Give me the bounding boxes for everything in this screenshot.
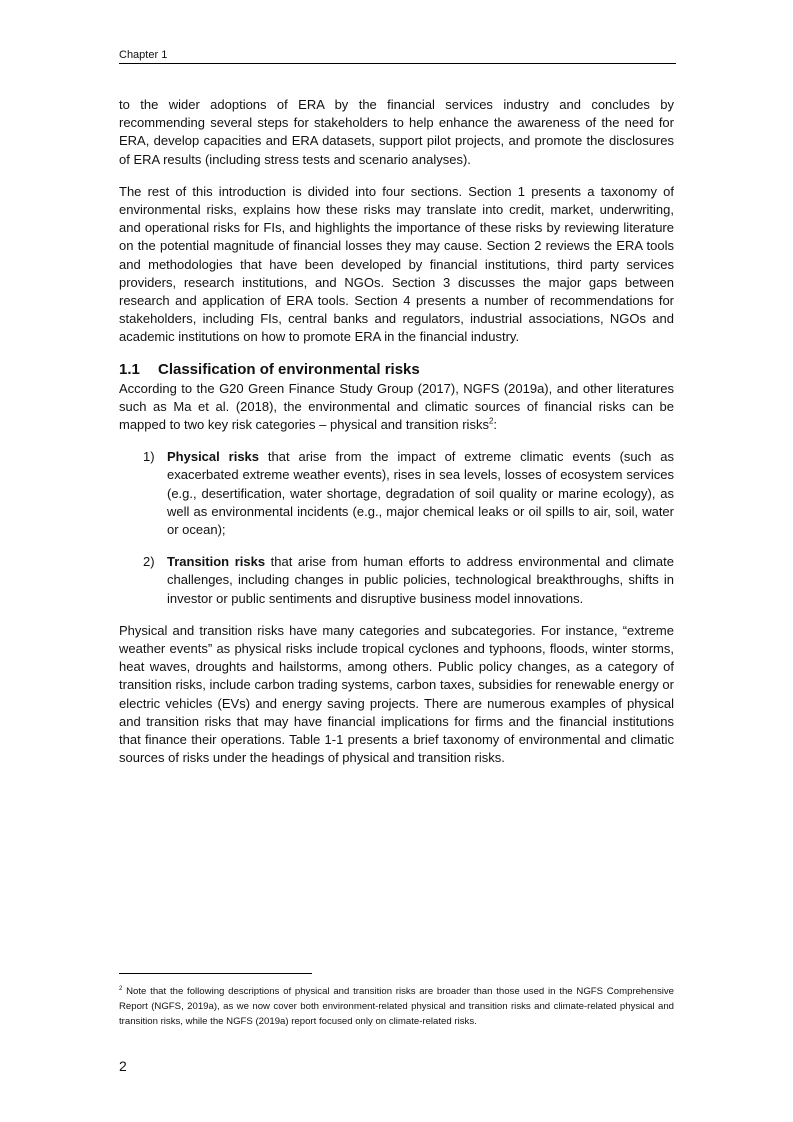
list-marker: 1) bbox=[143, 449, 155, 465]
risk-list bbox=[119, 448, 674, 608]
footnote-ref[interactable]: 2 bbox=[488, 416, 494, 426]
list-text: that arise from the impact of extreme climatic events (such as exacerbated extreme weather events), rises in sea levels, losses of ecosystem services (e.g., desertification, water shortage, degradation of soil quality or marine ecology), as well as environmental incidents (e.g., major chemical leaks or oil spills to air, soil, water or ocean); bbox=[167, 449, 674, 538]
footnote bbox=[119, 984, 674, 1029]
list-item bbox=[119, 553, 674, 608]
running-header bbox=[119, 48, 676, 64]
section-number: 1.1 bbox=[119, 360, 140, 378]
list-marker: 2) bbox=[143, 554, 155, 570]
paragraph-1: to the wider adoptions of ERA by the financial services industry and concludes by recommending several steps for stakeholders to help enhance the awareness of the need for ERA, develop capacities and ERA datasets, support pilot projects, and promote the disclosures of ERA results (including stress tests and scenario analyses). bbox=[119, 97, 674, 167]
section-intro-text: According to the G20 Green Finance Study Group (2017), NGFS (2019a), and other literatures such as Ma et al. (2018), the environmental and climatic sources of financial risks can be mapped to two key risk categories – physical and transition risks bbox=[119, 380, 674, 433]
section-intro bbox=[119, 380, 674, 435]
section-heading bbox=[119, 361, 674, 379]
list-term: Physical risks bbox=[167, 449, 260, 465]
page-body bbox=[119, 96, 674, 782]
page-number: 2 bbox=[119, 1058, 127, 1074]
paragraph-2: The rest of this introduction is divided into four sections. Section 1 presents a taxonomy of environmental risks, explains how these risks may translate into credit, market, underwriting, and operational risks for FIs, and highlights the importance of these risks by reviewing literature on the potential magnitude of financial losses they may cause. Section 2 reviews the ERA tools and methodologies that have been developed by financial institutions, third party services providers, research institutions, and NGOs. Section 3 discusses the major gaps between research and application of ERA tools. Section 4 presents a number of recommendations for stakeholders, including FIs, central banks and regulators, industrial associations, NGOs and academic institutions on how to promote ERA in the financial industry. bbox=[119, 183, 674, 345]
footnote-rule bbox=[119, 973, 312, 974]
list-text: that arise from human efforts to address environmental and climate challenges, including changes in public policies, technological breakthroughs, shifts in investor or public sentiments and disruptive business model innovations. bbox=[167, 554, 674, 606]
section-intro-end: : bbox=[493, 417, 498, 433]
footnote-text: Note that the following descriptions of physical and transition risks are broader than those used in the NGFS Comprehensive Report (NGFS, 2019a), as we now cover both environment-related physical and transition risks and climate-related physical and transition risks, while the NGFS (2019a) report focused only on climate-related risks. bbox=[119, 986, 675, 1027]
list-term: Transition risks bbox=[167, 554, 266, 570]
footnote-mark: 2 bbox=[119, 985, 123, 992]
paragraph-3: Physical and transition risks have many categories and subcategories. For instance, “extreme weather events” as physical risks include tropical cyclones and typhoons, floods, winter storms, heat waves, droughts and hailstorms, among others. Public policy changes, as a category of transition risks, include carbon trading systems, carbon taxes, subsidies for renewable energy or electric vehicles (EVs) and energy saving projects. There are numerous examples of physical and transition risks that may have financial implications for firms and the financial institutions that finance their operations. Table 1-1 presents a brief taxonomy of environmental and climatic sources of risks under the headings of physical and transition risks. bbox=[119, 622, 674, 766]
list-item bbox=[119, 448, 674, 539]
chapter-label: Chapter 1 bbox=[119, 49, 168, 61]
section-title: Classification of environmental risks bbox=[158, 360, 420, 378]
